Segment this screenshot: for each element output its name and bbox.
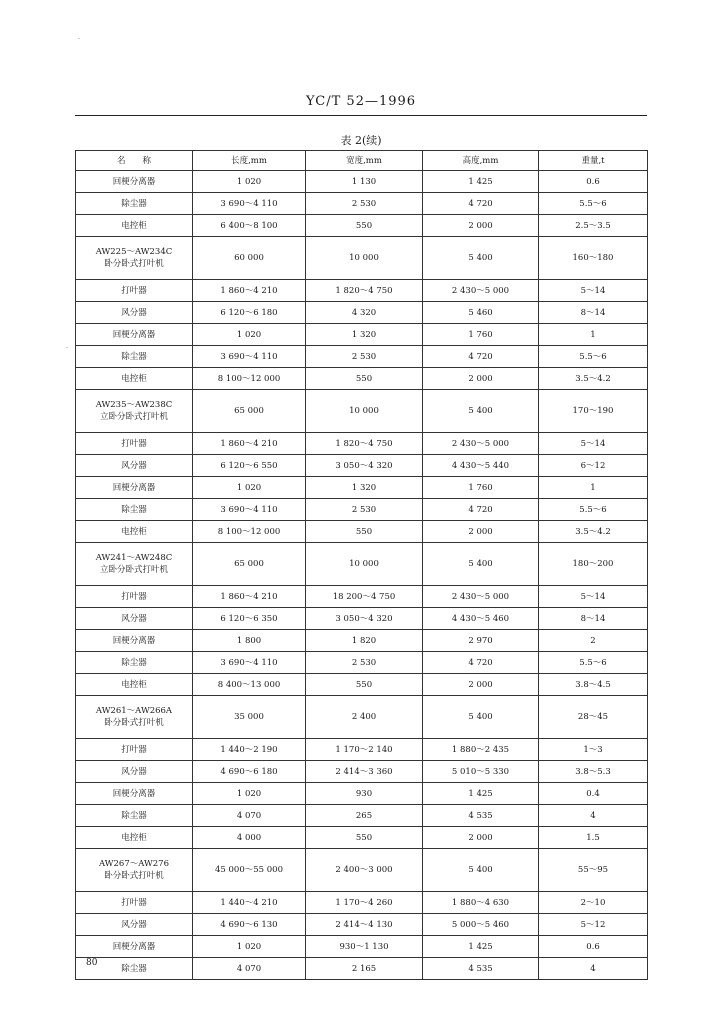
cell-height: 5 400: [423, 237, 539, 280]
specifications-table: [75, 150, 648, 980]
cell-name: 风分器: [76, 455, 193, 477]
cell-width: 2 400: [306, 696, 423, 739]
cell-width: 2 400～3 000: [306, 849, 423, 892]
cell-width: 1 320: [306, 477, 423, 499]
cell-weight: 2～10: [539, 892, 648, 914]
column-header-name: 名 称: [76, 151, 193, 171]
cell-weight: 0.6: [539, 171, 648, 193]
cell-width: 3 050～4 320: [306, 608, 423, 630]
cell-weight: 5.5～6: [539, 346, 648, 368]
cell-weight: 5～14: [539, 586, 648, 608]
cell-weight: 6～12: [539, 455, 648, 477]
column-header-weight: 重量,t: [539, 151, 648, 171]
cell-height: 4 535: [423, 805, 539, 827]
cell-width: 550: [306, 827, 423, 849]
cell-length: 45 000～55 000: [193, 849, 306, 892]
cell-weight: 170～190: [539, 390, 648, 433]
table-row: [76, 652, 648, 674]
table-row: [76, 302, 648, 324]
cell-weight: 2.5～3.5: [539, 215, 648, 237]
cell-length: 3 690～4 110: [193, 652, 306, 674]
cell-name: 除尘器: [76, 958, 193, 980]
cell-width: 2 165: [306, 958, 423, 980]
cell-height: 5 460: [423, 302, 539, 324]
cell-name: AW225～AW234C 卧分卧式打叶机: [76, 237, 193, 280]
cell-width: 10 000: [306, 237, 423, 280]
cell-length: 1 440～4 210: [193, 892, 306, 914]
cell-weight: 4: [539, 958, 648, 980]
cell-name: 风分器: [76, 914, 193, 936]
table-row: [76, 849, 648, 892]
cell-weight: 55～95: [539, 849, 648, 892]
column-header-width: 宽度,mm: [306, 151, 423, 171]
cell-length: 1 800: [193, 630, 306, 652]
cell-name: AW261～AW266A 卧分卧式打叶机: [76, 696, 193, 739]
cell-height: 4 720: [423, 652, 539, 674]
table-row: [76, 433, 648, 455]
table-row: [76, 608, 648, 630]
table-caption: 表 2(续): [340, 134, 382, 147]
cell-name: 打叶器: [76, 586, 193, 608]
cell-length: 1 020: [193, 324, 306, 346]
cell-width: 10 000: [306, 390, 423, 433]
table-row: [76, 193, 648, 215]
cell-width: 2 414～4 130: [306, 914, 423, 936]
table-row: [76, 477, 648, 499]
cell-width: 1 130: [306, 171, 423, 193]
cell-name: 除尘器: [76, 499, 193, 521]
table-row: [76, 543, 648, 586]
table-row: [76, 892, 648, 914]
cell-width: 3 050～4 320: [306, 455, 423, 477]
cell-weight: 1.5: [539, 827, 648, 849]
cell-name: 电控柜: [76, 215, 193, 237]
cell-name: 打叶器: [76, 433, 193, 455]
cell-weight: 5.5～6: [539, 652, 648, 674]
table-row: [76, 171, 648, 193]
cell-width: 1 820～4 750: [306, 433, 423, 455]
scan-speck: ·: [66, 345, 68, 352]
cell-width: 550: [306, 521, 423, 543]
table-row: [76, 324, 648, 346]
cell-weight: 0.6: [539, 936, 648, 958]
cell-height: 2 000: [423, 215, 539, 237]
table-row: [76, 237, 648, 280]
cell-height: 2 000: [423, 368, 539, 390]
table-row: [76, 499, 648, 521]
table-row: [76, 630, 648, 652]
cell-weight: 2: [539, 630, 648, 652]
cell-length: 60 000: [193, 237, 306, 280]
cell-length: 1 020: [193, 171, 306, 193]
table-header-row: [76, 151, 648, 171]
cell-length: 65 000: [193, 390, 306, 433]
cell-weight: 28～45: [539, 696, 648, 739]
cell-height: 1 760: [423, 324, 539, 346]
cell-length: 1 440～2 190: [193, 739, 306, 761]
cell-name: 除尘器: [76, 652, 193, 674]
cell-weight: 4: [539, 805, 648, 827]
cell-name: 除尘器: [76, 346, 193, 368]
cell-width: 4 320: [306, 302, 423, 324]
cell-width: 1 170～2 140: [306, 739, 423, 761]
cell-length: 8 100～12 000: [193, 521, 306, 543]
cell-height: 1 760: [423, 477, 539, 499]
cell-length: 4 000: [193, 827, 306, 849]
cell-width: 930～1 130: [306, 936, 423, 958]
cell-length: 35 000: [193, 696, 306, 739]
cell-length: 6 120～6 350: [193, 608, 306, 630]
cell-height: 5 400: [423, 543, 539, 586]
cell-weight: 5.5～6: [539, 499, 648, 521]
cell-length: 3 690～4 110: [193, 346, 306, 368]
cell-length: 8 400～13 000: [193, 674, 306, 696]
cell-length: 8 100～12 000: [193, 368, 306, 390]
cell-height: 5 010～5 330: [423, 761, 539, 783]
cell-length: 4 690～6 130: [193, 914, 306, 936]
table-row: [76, 696, 648, 739]
cell-name: 回梗分离器: [76, 171, 193, 193]
table-row: [76, 586, 648, 608]
column-header-height: 高度,mm: [423, 151, 539, 171]
cell-height: 2 000: [423, 827, 539, 849]
cell-weight: 1: [539, 324, 648, 346]
table-row: [76, 739, 648, 761]
cell-weight: 160～180: [539, 237, 648, 280]
cell-weight: 8～14: [539, 608, 648, 630]
table-row: [76, 827, 648, 849]
cell-length: 3 690～4 110: [193, 499, 306, 521]
table-row: [76, 215, 648, 237]
cell-width: 1 170～4 260: [306, 892, 423, 914]
cell-height: 2 970: [423, 630, 539, 652]
cell-width: 2 530: [306, 499, 423, 521]
cell-name: 风分器: [76, 608, 193, 630]
table-row: [76, 936, 648, 958]
cell-name: 打叶器: [76, 280, 193, 302]
cell-name: 回梗分离器: [76, 324, 193, 346]
cell-width: 265: [306, 805, 423, 827]
cell-weight: 1～3: [539, 739, 648, 761]
cell-height: 2 430～5 000: [423, 433, 539, 455]
cell-height: 2 000: [423, 674, 539, 696]
cell-name: 回梗分离器: [76, 936, 193, 958]
cell-name: AW235～AW238C 立卧分卧式打叶机: [76, 390, 193, 433]
cell-height: 4 720: [423, 346, 539, 368]
table-row: [76, 455, 648, 477]
cell-name: 除尘器: [76, 805, 193, 827]
cell-weight: 0.4: [539, 783, 648, 805]
cell-name: 风分器: [76, 302, 193, 324]
cell-width: 550: [306, 368, 423, 390]
page-number: 80: [86, 958, 98, 968]
cell-width: 2 530: [306, 346, 423, 368]
cell-length: 65 000: [193, 543, 306, 586]
table-row: [76, 805, 648, 827]
cell-weight: 180～200: [539, 543, 648, 586]
cell-length: 4 070: [193, 958, 306, 980]
cell-length: 1 860～4 210: [193, 280, 306, 302]
cell-length: 4 070: [193, 805, 306, 827]
cell-weight: 8～14: [539, 302, 648, 324]
table-row: [76, 346, 648, 368]
cell-length: 4 690～6 180: [193, 761, 306, 783]
cell-name: 电控柜: [76, 368, 193, 390]
header-rule: [75, 115, 647, 116]
cell-height: 1 425: [423, 171, 539, 193]
cell-name: 电控柜: [76, 827, 193, 849]
cell-height: 4 720: [423, 499, 539, 521]
cell-length: 6 400～8 100: [193, 215, 306, 237]
table-row: [76, 280, 648, 302]
cell-name: 电控柜: [76, 521, 193, 543]
table-row: [76, 368, 648, 390]
cell-weight: 3.8～4.5: [539, 674, 648, 696]
cell-width: 1 320: [306, 324, 423, 346]
cell-weight: 3.8～5.3: [539, 761, 648, 783]
cell-name: 回梗分离器: [76, 630, 193, 652]
cell-height: 4 535: [423, 958, 539, 980]
table-body: [76, 171, 648, 980]
cell-name: 电控柜: [76, 674, 193, 696]
cell-weight: 5～14: [539, 433, 648, 455]
cell-name: 回梗分离器: [76, 477, 193, 499]
cell-name: 打叶器: [76, 892, 193, 914]
cell-weight: 5～12: [539, 914, 648, 936]
cell-weight: 3.5～4.2: [539, 368, 648, 390]
cell-height: 4 720: [423, 193, 539, 215]
scan-speck: ·: [78, 36, 80, 43]
cell-name: 除尘器: [76, 193, 193, 215]
cell-name: 风分器: [76, 761, 193, 783]
cell-weight: 3.5～4.2: [539, 521, 648, 543]
cell-width: 2 530: [306, 193, 423, 215]
cell-length: 3 690～4 110: [193, 193, 306, 215]
cell-length: 1 860～4 210: [193, 433, 306, 455]
column-header-length: 长度,mm: [193, 151, 306, 171]
cell-width: 2 414～3 360: [306, 761, 423, 783]
table-row: [76, 521, 648, 543]
cell-height: 4 430～5 460: [423, 608, 539, 630]
cell-height: 2 430～5 000: [423, 280, 539, 302]
cell-name: 回梗分离器: [76, 783, 193, 805]
cell-height: 5 000～5 460: [423, 914, 539, 936]
cell-name: AW267～AW276 卧分卧式打叶机: [76, 849, 193, 892]
cell-length: 1 860～4 210: [193, 586, 306, 608]
cell-name: AW241～AW248C 立卧分卧式打叶机: [76, 543, 193, 586]
cell-width: 550: [306, 215, 423, 237]
cell-weight: 5～14: [539, 280, 648, 302]
table-row: [76, 390, 648, 433]
cell-width: 930: [306, 783, 423, 805]
cell-height: 2 000: [423, 521, 539, 543]
cell-weight: 1: [539, 477, 648, 499]
cell-height: 5 400: [423, 696, 539, 739]
cell-height: 2 430～5 000: [423, 586, 539, 608]
cell-height: 1 880～4 630: [423, 892, 539, 914]
cell-height: 4 430～5 440: [423, 455, 539, 477]
cell-length: 6 120～6 180: [193, 302, 306, 324]
cell-height: 5 400: [423, 849, 539, 892]
cell-width: 1 820: [306, 630, 423, 652]
cell-weight: 5.5～6: [539, 193, 648, 215]
cell-height: 1 425: [423, 936, 539, 958]
cell-length: 1 020: [193, 477, 306, 499]
table-row: [76, 914, 648, 936]
cell-width: 1 820～4 750: [306, 280, 423, 302]
document-header: YC/T 52—1996: [305, 94, 417, 109]
cell-width: 18 200～4 750: [306, 586, 423, 608]
cell-length: 6 120～6 550: [193, 455, 306, 477]
cell-length: 1 020: [193, 783, 306, 805]
cell-length: 1 020: [193, 936, 306, 958]
table-row: [76, 674, 648, 696]
cell-height: 5 400: [423, 390, 539, 433]
table-row: [76, 761, 648, 783]
table-row: [76, 783, 648, 805]
cell-name: 打叶器: [76, 739, 193, 761]
cell-width: 2 530: [306, 652, 423, 674]
cell-height: 1 880～2 435: [423, 739, 539, 761]
cell-width: 550: [306, 674, 423, 696]
cell-height: 1 425: [423, 783, 539, 805]
table-row: [76, 958, 648, 980]
cell-width: 10 000: [306, 543, 423, 586]
